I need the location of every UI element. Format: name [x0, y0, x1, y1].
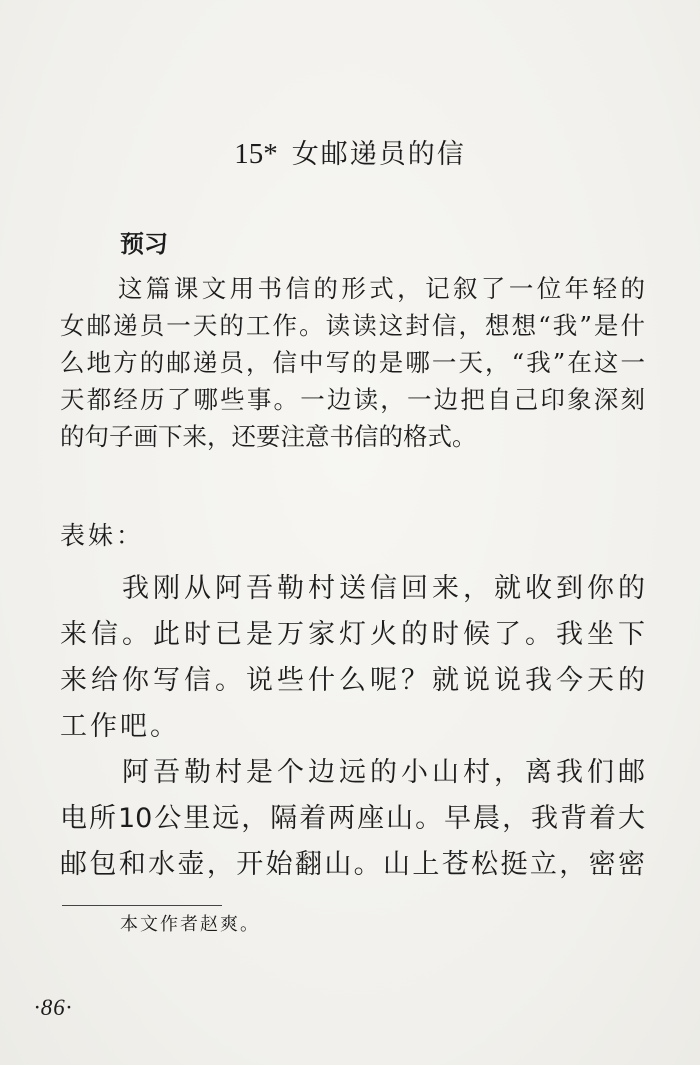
- letter-line: 阿吾勒村是个边远的小山村，离我们邮: [122, 757, 645, 788]
- preview-line: 女邮递员一天的工作。读读这封信，想想“我”是什: [60, 311, 645, 340]
- letter-body: [60, 566, 645, 888]
- letter-line: 我刚从阿吾勒村送信回来，就收到你的: [122, 573, 645, 604]
- preview-line: 这篇课文用书信的形式，记叙了一位年轻的: [118, 274, 645, 303]
- letter-line: 邮包和水壶，开始翻山。山上苍松挺立，密密: [60, 849, 645, 880]
- page-number: ·86·: [34, 995, 73, 1020]
- preview-text: [60, 270, 645, 455]
- letter-line: 来信。此时已是万家灯火的时候了。我坐下: [60, 619, 645, 650]
- preview-line: 天都经历了哪些事。一边读，一边把自己印象深刻: [60, 385, 645, 414]
- preview-heading: 预习: [120, 230, 168, 258]
- letter-line: 工作吧。: [60, 711, 180, 742]
- footnote: 本文作者赵爽。: [120, 914, 260, 935]
- letter-salutation: 表妹：: [60, 521, 145, 550]
- preview-line: 的句子画下来，还要注意书信的格式。: [60, 422, 477, 451]
- lesson-title-text: 女邮递员的信: [291, 139, 466, 170]
- letter-line: 来给你写信。说些什么呢？就说说我今天的: [60, 665, 645, 696]
- letter-line: 电所10公里远，隔着两座山。早晨，我背着大: [60, 803, 645, 834]
- lesson-title: [0, 136, 700, 173]
- footnote-divider: [62, 905, 222, 906]
- lesson-number: 15*: [234, 138, 278, 170]
- preview-line: 么地方的邮递员，信中写的是哪一天，“我”在这一: [60, 348, 645, 377]
